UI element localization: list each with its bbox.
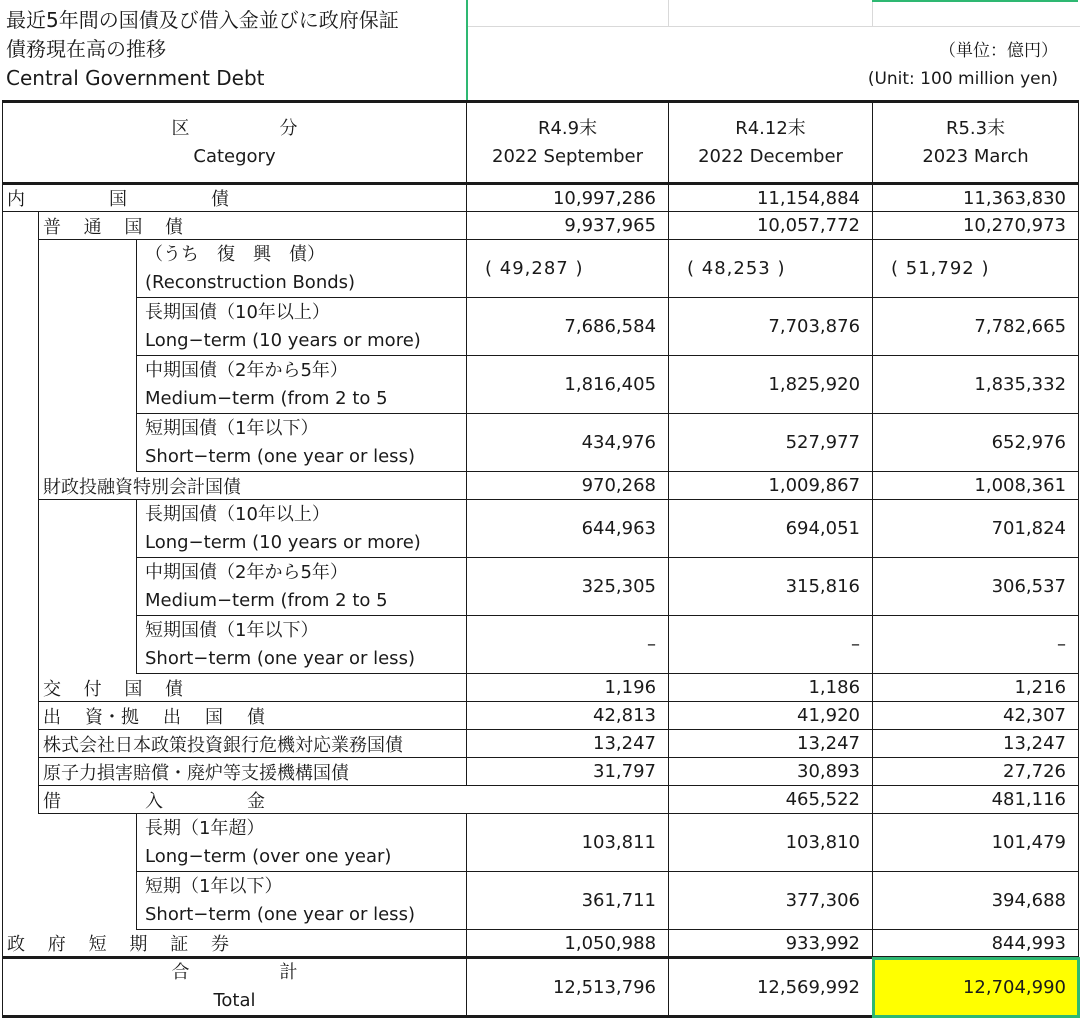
value-cell[interactable]: 434,976 — [467, 414, 669, 472]
row-zaito-short — [3, 616, 1079, 674]
label-en: Total — [213, 990, 256, 1011]
label-en: (Reconstruction Bonds) — [145, 271, 356, 293]
label-part: 府 — [47, 934, 66, 955]
label-medium[interactable] — [137, 356, 467, 414]
value-cell[interactable]: 27,726 — [873, 758, 1079, 786]
value-cell[interactable]: 465,522 — [669, 786, 873, 814]
value-cell[interactable]: 10,997,286 — [467, 184, 669, 212]
row-futsu — [3, 212, 1079, 240]
label-en: Long−term (10 years or more) — [145, 329, 421, 351]
label-part: 債 — [164, 216, 183, 238]
row-fb — [3, 930, 1079, 958]
label-long[interactable] — [137, 298, 467, 356]
header-row — [3, 102, 1079, 184]
label-jp: 長期国債（10年以上） — [145, 301, 330, 323]
value-cell[interactable]: 42,813 — [467, 702, 669, 730]
value-cell[interactable]: 1,216 — [873, 674, 1079, 702]
value-cell[interactable]: 7,703,876 — [669, 298, 873, 356]
indent-cell — [39, 240, 137, 472]
label-kofu[interactable] — [39, 674, 467, 702]
header-col-2[interactable] — [669, 102, 873, 184]
label-part: 債 — [211, 189, 229, 210]
label-en: Long−term (over one year) — [145, 845, 392, 867]
label-part: 券 — [210, 934, 229, 955]
label-dbj[interactable]: 株式会社日本政策投資銀行危機対応業務国債 — [39, 730, 467, 758]
value-cell[interactable]: 7,686,584 — [467, 298, 669, 356]
label-part: 証 — [170, 934, 189, 955]
value-cell[interactable]: 10,057,772 — [669, 212, 873, 240]
row-borrow-long — [3, 814, 1079, 872]
value-cell[interactable]: 1,835,332 — [873, 356, 1079, 414]
label-total[interactable] — [3, 958, 467, 1017]
row-futsu-short — [3, 414, 1079, 472]
label-jp: 短期国債（1年以下） — [145, 619, 319, 641]
row-futsu-medium — [3, 356, 1079, 414]
label-jp: 長期国債（10年以上） — [145, 503, 330, 525]
label-part: 短 — [88, 934, 107, 955]
row-shusshi — [3, 702, 1079, 730]
label-shusshi[interactable] — [39, 702, 467, 730]
title-line-3: Central Government Debt — [6, 66, 265, 90]
value-cell[interactable]: 377,306 — [669, 872, 873, 930]
value-cell[interactable]: 13,247 — [669, 730, 873, 758]
label-en: Medium−term (from 2 to 5 — [145, 387, 388, 409]
label-part: 国 — [124, 678, 143, 700]
title-line-1: 最近5年間の国債及び借入金並びに政府保証 — [6, 8, 399, 32]
value-cell[interactable]: 101,479 — [873, 814, 1079, 872]
label-part: 交 — [43, 678, 61, 700]
value-cell[interactable]: 1,825,920 — [669, 356, 873, 414]
label-fukko[interactable] — [137, 240, 467, 298]
value-cell[interactable]: 12,513,796 — [467, 958, 669, 1017]
value-text: ( 49,287 ) — [485, 258, 584, 279]
title-line-2: 債務現在高の推移 — [6, 37, 166, 61]
value-text: ( 48,253 ) — [687, 258, 786, 279]
gridline — [668, 0, 669, 26]
value-cell[interactable]: – — [669, 616, 873, 674]
value-cell[interactable]: 1,196 — [467, 674, 669, 702]
label-part: 国 — [109, 189, 127, 210]
debt-table — [2, 100, 1079, 1018]
value-cell[interactable]: 41,920 — [669, 702, 873, 730]
label-borrow-long[interactable] — [137, 814, 467, 872]
label-part: 内 — [7, 189, 25, 210]
label-jp: 中期国債（2年から5年） — [145, 561, 348, 583]
value-cell[interactable]: 13,247 — [873, 730, 1079, 758]
indent-cell — [39, 500, 137, 674]
value-cell[interactable]: 644,963 — [467, 500, 669, 558]
value-cell[interactable]: 1,050,988 — [467, 930, 669, 958]
table-title — [6, 6, 466, 93]
selection-border — [466, 0, 468, 100]
label-part: 債 — [247, 706, 265, 728]
row-nuclear — [3, 758, 1079, 786]
value-cell[interactable]: 9,937,965 — [467, 212, 669, 240]
gridline — [872, 0, 873, 26]
label-part: 借 — [43, 790, 61, 812]
label-jp: 短期国債（1年以下） — [145, 417, 319, 439]
label-jp: 短期（1年以下） — [145, 875, 283, 897]
label-naikoku[interactable] — [3, 184, 467, 212]
label-en: Medium−term (from 2 to 5 — [145, 589, 388, 611]
label-en: Long−term (10 years or more) — [145, 531, 421, 553]
row-borrow-short — [3, 872, 1079, 930]
label-part: 出 — [163, 706, 181, 728]
value-cell[interactable]: 481,116 — [873, 786, 1079, 814]
value-cell[interactable]: 1,186 — [669, 674, 873, 702]
value-cell[interactable]: 12,569,992 — [669, 958, 873, 1017]
row-fukko — [3, 240, 1079, 298]
label-short[interactable] — [137, 414, 467, 472]
value-cell[interactable]: 42,307 — [873, 702, 1079, 730]
value-cell[interactable]: 844,993 — [873, 930, 1079, 958]
value-cell[interactable]: 970,268 — [467, 472, 669, 500]
label-en: Short−term (one year or less) — [145, 647, 415, 669]
value-cell[interactable]: 103,811 — [467, 814, 669, 872]
label-part: 入 — [145, 790, 163, 812]
value-cell[interactable] — [467, 240, 669, 298]
value-cell[interactable]: 11,363,830 — [873, 184, 1079, 212]
value-cell[interactable]: 394,688 — [873, 872, 1079, 930]
header-col-3[interactable] — [873, 102, 1079, 184]
row-dbj — [3, 730, 1079, 758]
value-cell[interactable]: – — [467, 616, 669, 674]
value-text: ( 51,792 ) — [891, 258, 990, 279]
label-part: 普 — [43, 216, 61, 238]
label-part: 政 — [7, 934, 25, 955]
value-cell[interactable]: 103,810 — [669, 814, 873, 872]
label-part: 出 — [43, 706, 61, 728]
label-short[interactable] — [137, 616, 467, 674]
row-zaito-long — [3, 500, 1079, 558]
label-nuclear[interactable]: 原子力損害賠償・廃炉等支援機構国債 — [39, 758, 467, 786]
indent-cell — [3, 212, 39, 814]
header-col-1-en: 2022 September — [492, 145, 644, 167]
label-part: 金 — [247, 790, 265, 812]
label-jp: 合 計 — [171, 962, 298, 983]
header-col-3-en: 2023 March — [922, 145, 1029, 167]
value-cell[interactable] — [873, 240, 1079, 298]
selection-border — [872, 0, 1078, 2]
row-total — [3, 958, 1079, 1017]
value-cell[interactable]: 31,797 — [467, 758, 669, 786]
value-cell[interactable]: 361,711 — [467, 872, 669, 930]
value-cell[interactable]: 11,154,884 — [669, 184, 873, 212]
header-col-1[interactable] — [467, 102, 669, 184]
label-long[interactable] — [137, 500, 467, 558]
header-col-2-en: 2022 December — [698, 145, 843, 167]
value-cell[interactable]: 10,270,973 — [873, 212, 1079, 240]
label-zaito[interactable]: 財政投融資特別会計国債 — [39, 472, 467, 500]
label-borrowing[interactable] — [39, 786, 669, 814]
label-borrow-short[interactable] — [137, 872, 467, 930]
label-en: Short−term (one year or less) — [145, 903, 415, 925]
row-naikoku — [3, 184, 1079, 212]
header-col-3-jp: R5.3末 — [945, 117, 1006, 139]
header-category-en: Category — [193, 145, 276, 167]
header-col-2-jp: R4.12末 — [735, 117, 806, 139]
header-category-jp: 区 分 — [171, 117, 298, 139]
label-fb[interactable] — [3, 930, 467, 958]
unit-note — [868, 37, 1058, 93]
label-part: 国 — [205, 706, 223, 728]
indent-cell — [3, 814, 137, 930]
row-borrowing — [3, 786, 1079, 814]
value-cell[interactable]: 1,008,361 — [873, 472, 1079, 500]
value-cell[interactable]: 30,893 — [669, 758, 873, 786]
label-jp: 中期国債（2年から5年） — [145, 359, 348, 381]
value-cell[interactable]: 1,816,405 — [467, 356, 669, 414]
label-part: 通 — [83, 216, 102, 238]
unit-en: (Unit: 100 million yen) — [867, 69, 1058, 89]
value-cell[interactable]: 933,992 — [669, 930, 873, 958]
label-en: Short−term (one year or less) — [145, 445, 415, 467]
value-cell[interactable]: 7,782,665 — [873, 298, 1079, 356]
label-part: 国 — [124, 216, 143, 238]
header-col-1-jp: R4.9末 — [537, 117, 598, 139]
value-cell[interactable]: 652,976 — [873, 414, 1079, 472]
label-part: 債 — [164, 678, 183, 700]
label-part: 資・拠 — [85, 706, 139, 728]
gridline — [468, 26, 1080, 27]
value-cell[interactable]: 315,816 — [669, 558, 873, 616]
value-cell[interactable]: – — [873, 616, 1079, 674]
value-cell[interactable]: 527,977 — [669, 414, 873, 472]
value-cell[interactable]: 1,009,867 — [669, 472, 873, 500]
row-kofu — [3, 674, 1079, 702]
row-zaito — [3, 472, 1079, 500]
label-futsu[interactable] — [39, 212, 467, 240]
selected-cell[interactable]: 12,704,990 — [873, 958, 1079, 1017]
label-jp: 長期（1年超） — [145, 817, 265, 839]
label-part: 付 — [83, 678, 102, 700]
label-jp: （うち 復 興 債） — [145, 243, 325, 265]
unit-jp: （単位：億円） — [939, 41, 1058, 61]
value-cell[interactable]: 325,305 — [467, 558, 669, 616]
row-futsu-long — [3, 298, 1079, 356]
label-medium[interactable] — [137, 558, 467, 616]
header-category — [3, 102, 467, 184]
value-cell[interactable]: 701,824 — [873, 500, 1079, 558]
value-cell[interactable]: 13,247 — [467, 730, 669, 758]
value-cell[interactable]: 306,537 — [873, 558, 1079, 616]
value-cell[interactable]: 694,051 — [669, 500, 873, 558]
value-cell[interactable] — [669, 240, 873, 298]
label-part: 期 — [129, 934, 148, 955]
row-zaito-medium — [3, 558, 1079, 616]
